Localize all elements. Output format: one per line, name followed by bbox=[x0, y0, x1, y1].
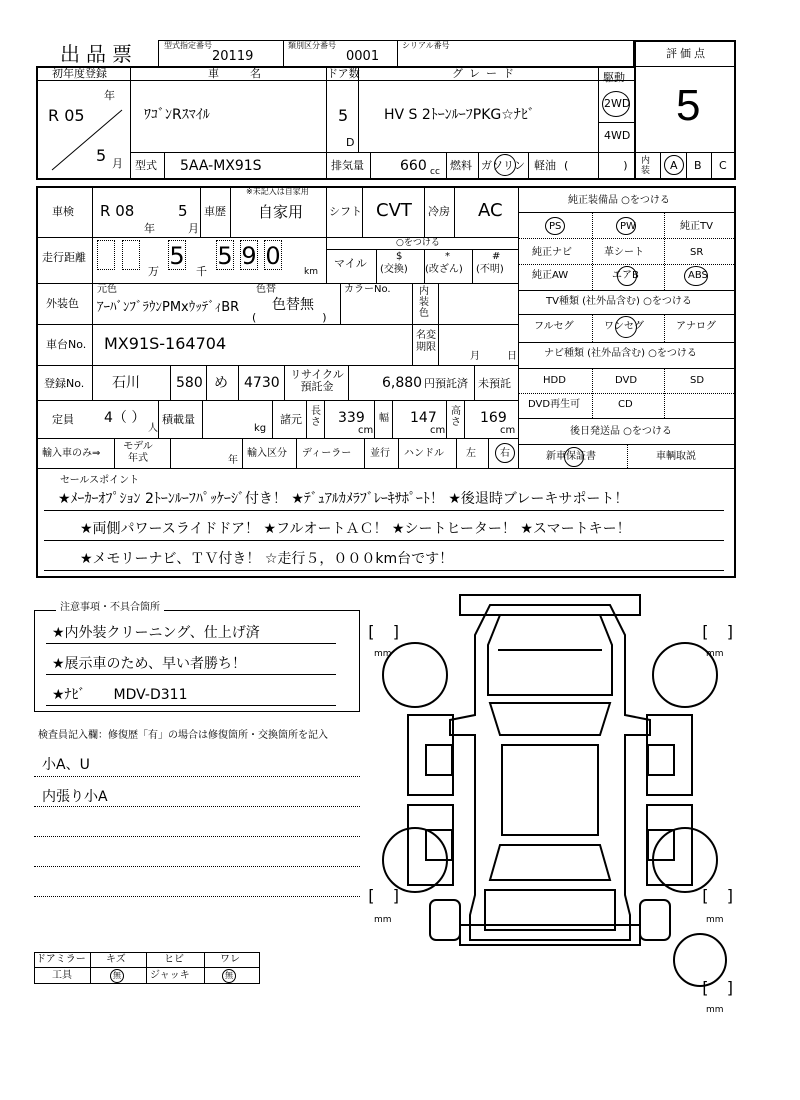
tread-bracket-rear-left: [ ] bbox=[366, 886, 402, 905]
original-color-label: 元色 bbox=[97, 284, 117, 295]
mileage-label: 走行距離 bbox=[42, 251, 86, 264]
mileage-digit-blank bbox=[97, 240, 115, 270]
tread-bracket-spare: [ ] bbox=[700, 978, 736, 997]
mm-label: mm bbox=[374, 915, 392, 925]
serial-label: シリアル番号 bbox=[402, 41, 450, 50]
mileage-man-unit: 万 bbox=[148, 265, 159, 278]
import-parallel: 並行 bbox=[370, 448, 390, 459]
chassis-label: 車台No. bbox=[46, 338, 87, 351]
sales-line: ★両側パワースライドドア！ ★フルオートＡＣ！ ★シートヒーター！ ★スマートキー！ bbox=[80, 521, 631, 537]
interior-c: C bbox=[719, 159, 727, 172]
length-unit: cm bbox=[358, 425, 374, 436]
notes-line: ★展示車のため、早い者勝ち！ bbox=[52, 656, 246, 672]
tv-title: TV種類 (社外品含む) ○をつける bbox=[546, 296, 692, 307]
inspector-line: 内張り小A bbox=[42, 789, 108, 805]
mileage-sen-unit: 千 bbox=[196, 265, 207, 278]
history-label: 車歴 bbox=[204, 205, 226, 218]
form-title: 出品票 bbox=[60, 42, 138, 66]
equip-aw: 純正AW bbox=[532, 270, 569, 281]
followup-title: 後日発送品 ○をつける bbox=[570, 426, 672, 437]
handle-left: 左 bbox=[466, 448, 476, 459]
mm-label: mm bbox=[374, 649, 392, 659]
navi-title: ナビ種類 (社外品含む) ○をつける bbox=[544, 348, 697, 359]
dims-label: 諸元 bbox=[280, 413, 302, 426]
notes-line: ★ﾅﾋﾞ MDV-D311 bbox=[52, 687, 188, 703]
ac-label: 冷房 bbox=[428, 205, 450, 218]
mileage-digit: 5 bbox=[217, 242, 233, 270]
plate-kana: め bbox=[214, 375, 228, 391]
equip-tv: 純正TV bbox=[680, 221, 713, 232]
title-month: 月 bbox=[470, 351, 480, 362]
handle-right: 右 bbox=[500, 448, 510, 459]
equip-pw: PW bbox=[620, 221, 636, 232]
inspection-year-unit: 年 bbox=[144, 222, 155, 235]
equip-abs-circle bbox=[684, 266, 708, 286]
acc-header: ヒビ bbox=[164, 954, 184, 965]
color-label: 外装色 bbox=[46, 297, 79, 310]
inspection-month: 5 bbox=[178, 202, 188, 220]
first-reg-label: 初年度登録 bbox=[52, 67, 107, 80]
grade-label: グレード bbox=[452, 67, 520, 80]
mileage-unknown: (不明) bbox=[476, 264, 504, 275]
repaint-label: 色替 bbox=[256, 284, 276, 295]
interior-color-label: 内装色 bbox=[419, 286, 429, 319]
plate-class: 580 bbox=[176, 375, 203, 391]
tv-selected-circle bbox=[615, 316, 637, 338]
category-label: 類別区分番号 bbox=[288, 41, 336, 50]
acc-header: ドアミラー bbox=[36, 954, 86, 965]
notes-line: ★内外装クリーニング、仕上げ済 bbox=[52, 625, 260, 641]
fuel-selected-circle bbox=[494, 154, 516, 176]
acc-jack-none: 無 bbox=[222, 969, 236, 983]
door-label: ドア数 bbox=[327, 67, 360, 80]
door-type: D bbox=[346, 136, 355, 149]
mileage-unit: km bbox=[304, 267, 318, 277]
door-value: 5 bbox=[338, 106, 349, 125]
equip-abs: ABS bbox=[688, 270, 708, 281]
mileage-exchange: (交換) bbox=[380, 264, 408, 275]
height-unit: cm bbox=[500, 425, 516, 436]
mileage-digit: 0 bbox=[265, 242, 281, 270]
followup-selected-circle bbox=[564, 447, 584, 467]
chassis-value: MX91S-164704 bbox=[104, 334, 227, 353]
equip-sr: SR bbox=[690, 247, 704, 258]
repaint-value: 色替無 bbox=[272, 297, 314, 313]
model-label: 型式 bbox=[135, 159, 157, 172]
acc-tools-none: 無 bbox=[110, 969, 124, 983]
displacement-label: 排気量 bbox=[331, 159, 364, 172]
era-year: R 05 bbox=[48, 106, 85, 125]
interior-box bbox=[634, 152, 736, 180]
navi-sd: SD bbox=[690, 375, 705, 386]
tread-bracket-front-left: [ ] bbox=[366, 622, 402, 641]
history-note: ※未記入は自家用 bbox=[246, 187, 309, 196]
model-designation-label: 型式指定番号 bbox=[164, 41, 212, 50]
recycle-status: 円預託済 bbox=[424, 377, 468, 390]
import-label: 輸入車のみ⇒ bbox=[42, 448, 101, 459]
mileage-mark-note: ○をつける bbox=[396, 238, 440, 248]
recycle-value: 6,880 bbox=[382, 375, 423, 391]
mileage-exchange-sym: $ bbox=[396, 251, 403, 262]
tread-bracket-rear-right: [ ] bbox=[700, 886, 736, 905]
equip-airbag-circle bbox=[617, 266, 637, 286]
mm-label: mm bbox=[706, 649, 724, 659]
inspection-value: R 08 bbox=[100, 202, 135, 220]
model-designation-value: 20119 bbox=[212, 49, 254, 64]
mileage-tamper-sym: * bbox=[445, 251, 450, 262]
fuel-diesel: 軽油 bbox=[534, 159, 556, 172]
plate-number: 4730 bbox=[244, 375, 280, 391]
mileage-digit: 9 bbox=[241, 242, 257, 270]
width-unit: cm bbox=[430, 425, 446, 436]
grade-value: HV S 2ﾄｰﾝﾙｰﾌPKG☆ﾅﾋﾞ bbox=[384, 107, 535, 123]
title-expiry-label: 名変期限 bbox=[416, 330, 436, 353]
acc-header: キズ bbox=[106, 954, 126, 965]
mm-label: mm bbox=[706, 915, 724, 925]
equip-ps-circle bbox=[545, 217, 565, 235]
repaint-paren: ( ) bbox=[252, 311, 327, 324]
original-color-value: ｱｰﾊﾞﾝﾌﾞﾗｳﾝPMxｳｯﾃﾞｨBR bbox=[97, 300, 240, 315]
import-dealer: ディーラー bbox=[302, 448, 352, 459]
capacity-value: 4（ ） bbox=[104, 410, 146, 426]
length-value: 339 bbox=[338, 410, 365, 426]
model-year-label: モデル年式 bbox=[123, 441, 153, 464]
equip-airbag: エアB bbox=[612, 270, 639, 281]
notes-label: 注意事項・不具合箇所 bbox=[56, 603, 164, 613]
inspector-label: 検査員記入欄：修復歴「有」の場合は修復箇所・交換箇所を記入 bbox=[38, 730, 328, 741]
fuel-label: 燃料 bbox=[450, 159, 472, 172]
handle-label: ハンドル bbox=[404, 448, 444, 459]
ac-value: AC bbox=[478, 200, 503, 221]
title-day: 日 bbox=[507, 351, 517, 362]
model-year-unit: 年 bbox=[228, 455, 238, 466]
displacement-unit: cc bbox=[430, 167, 440, 177]
capacity-unit: 人 bbox=[148, 423, 158, 434]
equip-leather: 革シート bbox=[604, 247, 644, 258]
year-unit: 年 bbox=[104, 89, 115, 102]
acc-header: ワレ bbox=[220, 954, 240, 965]
drive-4wd: 4WD bbox=[604, 129, 631, 142]
recycle-label: リサイクル預託金 bbox=[290, 368, 344, 393]
equip-pw-circle bbox=[616, 217, 636, 235]
color-no-label: カラーNo. bbox=[344, 284, 391, 295]
equipment-title: 純正装備品 ○をつける bbox=[568, 195, 670, 206]
plate-region: 石川 bbox=[112, 375, 140, 391]
drive-2wd: 2WD bbox=[604, 97, 631, 110]
width-label: 幅 bbox=[379, 413, 389, 424]
acc-jack: ジャッキ bbox=[150, 970, 190, 981]
score-value: 5 bbox=[676, 81, 701, 130]
score-label: 評価点 bbox=[666, 47, 708, 60]
inspection-month-unit: 月 bbox=[188, 222, 199, 235]
shift-value: CVT bbox=[376, 200, 412, 221]
capacity-label: 定員 bbox=[52, 413, 74, 426]
interior-a: A bbox=[670, 159, 678, 172]
model-value: 5AA-MX91S bbox=[180, 158, 262, 174]
followup-warranty: 新車保証書 bbox=[546, 451, 596, 462]
acc-tools: 工具 bbox=[52, 970, 72, 981]
fuel-other: ( ) bbox=[564, 159, 628, 172]
sales-line: ★メモリーナビ、ＴＶ付き！ ☆走行５，０００km台です！ bbox=[80, 551, 454, 567]
width-value: 147 bbox=[410, 410, 437, 426]
tv-analog: アナログ bbox=[676, 321, 716, 332]
height-label: 高さ bbox=[451, 406, 461, 428]
plate-label: 登録No. bbox=[44, 377, 85, 390]
mm-label: mm bbox=[706, 1005, 724, 1015]
inspector-line: 小A、U bbox=[42, 757, 90, 773]
fuel-gasoline: ガソリン bbox=[481, 159, 525, 172]
followup-manual: 車輌取説 bbox=[656, 451, 696, 462]
mileage-tamper: (改ざん) bbox=[425, 264, 463, 275]
load-label: 積載量 bbox=[162, 413, 195, 426]
navi-cd: CD bbox=[618, 399, 633, 410]
navi-dvd: DVD bbox=[615, 375, 638, 386]
tread-bracket-front-right: [ ] bbox=[700, 622, 736, 641]
sales-line: ★ﾒｰｶｰｵﾌﾟｼｮﾝ 2ﾄｰﾝﾙｰﾌﾊﾟｯｹｰｼﾞ付き！ ★ﾃﾞｭｱﾙｶﾒﾗﾌﾞﾚｰｷｻﾎﾟｰﾄ！ ★後退時ブレーキサポート！ bbox=[58, 491, 629, 507]
sales-label: セールスポイント bbox=[60, 475, 140, 486]
car-name: ﾜｺﾞﾝRｽﾏｲﾙ bbox=[144, 107, 210, 123]
car-body-diagram bbox=[360, 595, 740, 1015]
category-value: 0001 bbox=[346, 49, 380, 64]
first-reg-month: 5 bbox=[96, 146, 107, 165]
equip-ps: PS bbox=[549, 221, 562, 232]
car-name-label: 車 名 bbox=[208, 67, 271, 80]
equip-navi: 純正ナビ bbox=[532, 247, 572, 258]
drive-label: 駆動 bbox=[603, 71, 625, 84]
mileage-mile: マイル bbox=[334, 257, 367, 270]
import-type-label: 輸入区分 bbox=[247, 448, 287, 459]
mileage-digit-blank bbox=[122, 240, 140, 270]
navi-hdd: HDD bbox=[543, 375, 566, 386]
load-unit: kg bbox=[254, 423, 267, 434]
tv-fullseg: フルセグ bbox=[534, 321, 574, 332]
tv-oneseg: ワンセグ bbox=[604, 321, 644, 332]
interior-b: B bbox=[694, 159, 702, 172]
displacement-value: 660 bbox=[400, 158, 427, 174]
recycle-unpaid: 未預託 bbox=[478, 377, 511, 390]
mileage-unknown-sym: # bbox=[492, 251, 501, 262]
interior-label: 内装 bbox=[641, 156, 651, 176]
length-label: 長さ bbox=[311, 406, 321, 428]
shift-label: シフト bbox=[329, 205, 362, 218]
height-value: 169 bbox=[480, 410, 507, 426]
navi-dvd-play: DVD再生可 bbox=[528, 399, 581, 410]
mileage-digit-man: 5 bbox=[169, 242, 185, 270]
inspection-label: 車検 bbox=[52, 205, 74, 218]
history-value: 自家用 bbox=[258, 203, 304, 221]
month-unit: 月 bbox=[112, 157, 123, 170]
